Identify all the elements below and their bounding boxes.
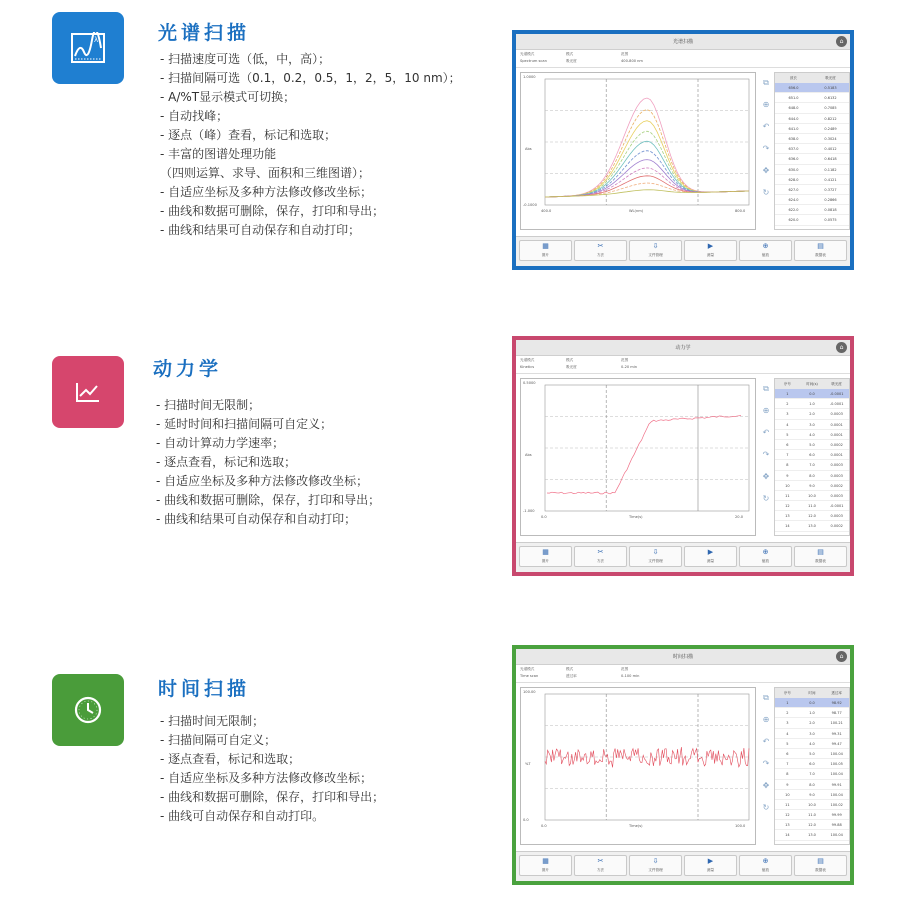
axis-label: 100.00: [523, 690, 536, 694]
table-cell: 12: [785, 813, 790, 818]
table-cell: 0.0003: [830, 473, 843, 478]
table-cell: -0.0001: [829, 392, 844, 396]
table-cell: 0.0002: [830, 524, 843, 529]
axis-label: -0.1000: [523, 203, 537, 207]
column-header: 时间(s): [806, 382, 818, 386]
feature-item: - 扫描间隔可自定义；: [160, 733, 277, 747]
window-title-text: 动力学: [675, 345, 691, 351]
table-cell: 7.0: [809, 772, 815, 777]
axis-label: 400.0: [541, 209, 552, 213]
feature-item: - 曲线和结果可自动保存和自动打印；: [156, 512, 357, 526]
table-cell: -0.0001: [829, 402, 844, 407]
table-cell: 9.0: [809, 792, 815, 797]
table-cell: 8: [786, 772, 789, 777]
table-cell: 644.0: [788, 116, 799, 121]
table-cell: 637.0: [788, 147, 799, 152]
column-header: 时间: [808, 691, 816, 695]
table-cell: 4: [786, 731, 789, 736]
table-row[interactable]: [775, 790, 849, 800]
table-icon: ▤: [817, 857, 824, 865]
copy-icon[interactable]: ⧉: [763, 384, 769, 393]
home-icon[interactable]: ⌂: [836, 342, 847, 353]
toolbar-button[interactable]: [794, 855, 847, 876]
table-cell: 7: [786, 762, 789, 767]
zoom-icon: ⊕: [762, 548, 769, 556]
table-icon: ▤: [817, 548, 824, 556]
move-icon[interactable]: ✥: [762, 781, 770, 790]
feature-item: - 扫描间隔可选（0.1，0.2，0.5，1，2，5，10 nm）；: [160, 71, 461, 85]
table-cell: 99.47: [831, 741, 842, 746]
feature-item: - 自动找峰；: [160, 109, 229, 123]
table-cell: 12.0: [808, 514, 816, 519]
table-cell: 2.0: [809, 721, 815, 726]
toolbar-button-label: 文件管理: [648, 253, 663, 257]
toolbar-button-label: 数据表: [815, 868, 826, 872]
table-cell: 641.0: [788, 126, 799, 131]
table-cell: 0.8212: [824, 116, 837, 121]
table-cell: 3: [786, 412, 789, 417]
table-cell: 6: [786, 751, 789, 756]
zoom-in-icon[interactable]: ⊕: [762, 100, 770, 109]
toolbar-button[interactable]: [629, 855, 682, 876]
reset-icon[interactable]: ↻: [762, 494, 770, 503]
table-cell: 13: [785, 823, 790, 828]
window-title-text: 时间扫描: [672, 654, 693, 660]
table-cell: 2: [786, 711, 789, 716]
table-cell: 100.21: [830, 721, 843, 726]
table-cell: 10: [785, 792, 790, 797]
move-icon[interactable]: ✥: [762, 472, 770, 481]
table-cell: 14: [785, 833, 790, 838]
plot-svg: [521, 688, 757, 846]
table-cell: 636.0: [788, 157, 799, 162]
info-text: 透过率: [566, 674, 577, 678]
table-cell: 0.0003: [830, 493, 843, 498]
column-header: 吸光度: [825, 76, 836, 80]
table-cell: 5.0: [809, 751, 815, 756]
table-cell: 0.2866: [824, 198, 837, 203]
table-cell: 0.3024: [824, 136, 837, 141]
table-row[interactable]: [775, 769, 849, 779]
table-cell: 6: [786, 442, 789, 447]
svg-text:λ: λ: [94, 36, 99, 44]
play-icon: ▶: [707, 242, 714, 250]
table-cell: 5: [786, 741, 789, 746]
column-header: 序号: [783, 382, 791, 386]
toolbar-button-label: 数据表: [815, 253, 826, 257]
side-toolbar: [758, 687, 774, 845]
table-cell: 100.05: [830, 762, 843, 767]
table-cell: 1.0: [809, 711, 815, 716]
feature-item: （四则运算、求导、面积和三维图谱）；: [160, 166, 371, 180]
table-cell: 3.0: [809, 731, 815, 736]
move-icon[interactable]: ✥: [762, 166, 770, 175]
table-cell: 638.0: [788, 136, 799, 141]
table-cell: 0.1182: [824, 167, 837, 172]
play-icon: ▶: [707, 857, 714, 865]
table-cell: 8.0: [809, 473, 815, 478]
feature-item: - 扫描时间无限制；: [156, 398, 261, 412]
table-cell: 4.0: [809, 432, 815, 437]
table-cell: 0.4121: [824, 177, 837, 182]
table-row[interactable]: [775, 708, 849, 718]
table-cell: 99.91: [831, 782, 842, 787]
info-text: 光谱模式: [520, 52, 535, 56]
table-cell: 624.0: [788, 198, 799, 203]
table-cell: 10: [785, 483, 790, 488]
info-text: 光谱模式: [520, 358, 535, 362]
home-icon[interactable]: ⌂: [836, 651, 847, 662]
zoom-icon: ⊕: [762, 242, 769, 250]
reset-icon[interactable]: ↻: [762, 188, 770, 197]
toolbar-button-label: 数据表: [815, 559, 826, 563]
table-row[interactable]: [775, 780, 849, 790]
table-cell: 622.0: [788, 208, 799, 213]
feature-item: - 曲线可自动保存和自动打印。: [160, 809, 325, 823]
toolbar-button-label: 图片: [541, 559, 550, 563]
toolbar-button-label: 方法: [596, 253, 605, 257]
table-cell: 100.04: [830, 751, 843, 756]
toolbar-button[interactable]: [574, 855, 627, 876]
info-text: Kinetics: [520, 365, 535, 369]
table-cell: 98.92: [831, 701, 842, 705]
table-cell: 98.77: [831, 711, 842, 716]
data-table[interactable]: [774, 687, 850, 845]
section-title: 动力学: [153, 358, 223, 380]
feature-item: - 延时时间和扫描间隔可自定义；: [156, 417, 333, 431]
axis-label: Abs: [525, 453, 532, 457]
play-icon: ▶: [707, 548, 714, 556]
table-cell: 11.0: [808, 813, 816, 818]
toolbar-button-label: 缩放: [761, 253, 770, 257]
toolbar-button-label: 测量: [706, 868, 715, 872]
table-cell: 11: [785, 493, 790, 498]
info-text: 范围: [621, 667, 629, 671]
zoom-icon: ⊕: [762, 857, 769, 865]
table-cell: 9.0: [809, 483, 815, 488]
info-text: 0-20 min: [621, 365, 638, 369]
toolbar-button[interactable]: [739, 855, 792, 876]
table-cell: 2.0: [809, 412, 815, 417]
axis-label: 1.0000: [523, 75, 536, 79]
feature-item: - A/%T显示模式可切换；: [160, 90, 296, 104]
toolbar-button[interactable]: [684, 855, 737, 876]
table-cell: 3.0: [809, 422, 815, 427]
axis-label: WL(nm): [629, 209, 644, 213]
toolbar-button-label: 方法: [596, 559, 605, 563]
column-header: 波长: [790, 76, 797, 80]
table-cell: 5: [786, 432, 789, 437]
axis-label: -1.000: [523, 509, 535, 513]
table-cell: 4: [786, 422, 789, 427]
table-row[interactable]: [775, 718, 849, 728]
grid-icon: ▦: [542, 242, 549, 250]
feature-item: - 曲线和结果可自动保存和自动打印；: [160, 223, 361, 237]
table-row[interactable]: [775, 739, 849, 749]
info-text: 范围: [621, 358, 629, 362]
table-cell: 100.04: [830, 792, 843, 797]
toolbar-button[interactable]: [519, 855, 572, 876]
table-row[interactable]: [775, 810, 849, 820]
copy-icon[interactable]: ⧉: [763, 78, 769, 87]
grid-icon: ▦: [542, 857, 549, 865]
table-cell: 0.0001: [830, 422, 843, 427]
table-cell: 7.0: [809, 463, 815, 468]
table-cell: 0.3727: [824, 187, 837, 192]
table-cell: 9: [786, 782, 789, 787]
toolbar-button-label: 图片: [541, 253, 550, 257]
axis-label: 800.0: [735, 209, 746, 213]
table-cell: 0.6418: [824, 157, 837, 162]
table-cell: 0.0003: [830, 463, 843, 468]
table-cell: 12.0: [808, 823, 816, 828]
table-row[interactable]: [775, 698, 849, 708]
feature-item: - 自适应坐标及多种方法修改修改坐标；: [160, 185, 373, 199]
toolbar-button-label: 缩放: [761, 868, 770, 872]
axis-label: Time(s): [629, 824, 643, 828]
tools-icon: ✂: [597, 548, 604, 556]
table-header: [775, 688, 849, 698]
info-text: 光谱模式: [520, 667, 535, 671]
column-header: 吸光度: [831, 382, 842, 386]
table-cell: 630.0: [788, 167, 799, 172]
axis-label: 0.5000: [523, 381, 536, 385]
axis-label: 0.0: [523, 818, 529, 822]
table-cell: 10.0: [808, 493, 816, 498]
info-text: 400-800 nm: [621, 59, 643, 63]
feature-item: - 曲线和数据可删除，保存，打印和导出；: [160, 204, 385, 218]
feature-item: - 逐点（峰）查看，标记和选取；: [160, 128, 337, 142]
table-cell: 13: [785, 514, 790, 519]
section-title: 光谱扫描: [158, 22, 251, 44]
table-cell: 0.0001: [830, 432, 843, 437]
grid-icon: ▦: [542, 548, 549, 556]
table-cell: 6.0: [809, 762, 815, 767]
table-cell: 620.0: [788, 218, 799, 223]
toolbar-button-label: 文件管理: [648, 868, 663, 872]
table-cell: 0.0575: [824, 218, 837, 223]
table-cell: 6.0: [809, 453, 815, 458]
axis-label: 0.0: [541, 824, 547, 828]
axis-label: 0.0: [541, 515, 547, 519]
toolbar-button-label: 测量: [706, 559, 715, 563]
feature-item: - 自适应坐标及多种方法修改修改坐标；: [156, 474, 369, 488]
axis-label: 100.0: [735, 824, 746, 828]
table-cell: 13.0: [808, 524, 816, 529]
table-cell: 0.0: [809, 392, 815, 396]
column-header: 序号: [783, 691, 791, 695]
table-cell: 1.0: [809, 402, 815, 407]
feature-item: - 自适应坐标及多种方法修改修改坐标；: [160, 771, 373, 785]
zoom-in-icon[interactable]: ⊕: [762, 406, 770, 415]
info-text: 0-100 min: [621, 674, 640, 678]
table-cell: 627.0: [788, 187, 799, 192]
plot-area[interactable]: [520, 687, 756, 845]
info-text: 模式: [566, 667, 574, 671]
feature-item: - 逐点查看，标记和选取；: [160, 752, 301, 766]
table-cell: 0.0818: [824, 208, 837, 213]
table-cell: 0.0003: [830, 514, 843, 519]
info-text: Time scan: [520, 674, 539, 678]
table-cell: 0.2489: [824, 126, 837, 131]
info-bar: [516, 665, 850, 683]
table-cell: 3: [786, 721, 789, 726]
window-title: [516, 649, 850, 665]
toolbar-button-label: 缩放: [761, 559, 770, 563]
reset-icon[interactable]: ↻: [762, 803, 770, 812]
table-row[interactable]: [775, 759, 849, 769]
table-row[interactable]: [775, 729, 849, 739]
info-text: Spectrum scan: [520, 59, 547, 63]
axis-label: %T: [525, 762, 531, 766]
table-cell: -0.0001: [829, 504, 844, 509]
table-row[interactable]: [775, 830, 849, 840]
clock-icon: [52, 674, 124, 746]
feature-item: - 扫描时间无限制；: [160, 714, 265, 728]
section-title: 时间扫描: [158, 678, 251, 700]
table-cell: 100.04: [830, 772, 843, 777]
info-text: 范围: [621, 52, 629, 56]
download-icon: ⇩: [652, 548, 659, 556]
axis-label: Abs: [525, 147, 532, 151]
table-cell: 1: [786, 392, 789, 396]
table-cell: 648.0: [788, 106, 799, 111]
table-cell: 99.99: [831, 813, 842, 818]
table-cell: 651.0: [788, 96, 799, 101]
table-cell: 0.0002: [830, 442, 843, 447]
axis-label: 20.0: [735, 515, 744, 519]
info-text: 模式: [566, 358, 574, 362]
axis-label: Time(s): [629, 515, 643, 519]
feature-item: - 扫描速度可选（低，中，高）；: [160, 52, 331, 66]
zoom-in-icon[interactable]: ⊕: [762, 715, 770, 724]
redo-icon[interactable]: ↷: [762, 450, 770, 459]
table-cell: 7: [786, 453, 789, 458]
screenshot-time-scan: [512, 645, 854, 885]
table-cell: 12: [785, 504, 790, 509]
column-header: 透过率: [831, 691, 842, 695]
table-cell: 0.0003: [830, 412, 843, 417]
feature-item: - 丰富的图谱处理功能: [160, 147, 277, 161]
copy-icon[interactable]: ⧉: [763, 693, 769, 702]
info-text: 吸光度: [566, 365, 577, 369]
table-row[interactable]: [775, 749, 849, 759]
table-cell: 14: [785, 524, 790, 529]
table-cell: 13.0: [808, 833, 816, 838]
feature-list: [160, 712, 384, 826]
home-icon[interactable]: ⌂: [836, 36, 847, 47]
table-cell: 0.0001: [830, 453, 843, 458]
tools-icon: ✂: [597, 242, 604, 250]
bottom-toolbar: [516, 851, 850, 881]
table-cell: 4.0: [809, 741, 815, 746]
table-cell: 100.04: [830, 833, 843, 838]
toolbar-button-label: 文件管理: [648, 559, 663, 563]
table-cell: 11.0: [808, 504, 816, 509]
feature-item: - 自动计算动力学速率；: [156, 436, 285, 450]
toolbar-button-label: 测量: [706, 253, 715, 257]
table-cell: 2: [786, 402, 789, 407]
table-cell: 1: [786, 701, 789, 705]
table-cell: 99.31: [831, 731, 842, 736]
table-cell: 0.6132: [824, 96, 837, 101]
toolbar-button-label: 图片: [541, 868, 550, 872]
table-cell: 11: [785, 802, 790, 807]
table-cell: 0.0002: [830, 483, 843, 488]
window-title-text: 光谱扫描: [672, 39, 693, 45]
feature-item: - 逐点查看，标记和选取；: [156, 455, 297, 469]
table-icon: ▤: [817, 242, 824, 250]
toolbar-button-label: 方法: [596, 868, 605, 872]
undo-icon[interactable]: ↶: [762, 737, 770, 746]
download-icon: ⇩: [652, 857, 659, 865]
undo-icon[interactable]: ↶: [762, 122, 770, 131]
table-cell: 0.0: [809, 701, 815, 705]
table-cell: 656.0: [788, 86, 799, 90]
table-cell: 99.88: [831, 823, 842, 828]
table-row[interactable]: [775, 800, 849, 810]
feature-item: - 曲线和数据可删除，保存，打印和导出；: [156, 493, 381, 507]
undo-icon[interactable]: ↶: [762, 428, 770, 437]
info-text: 吸光度: [566, 59, 577, 63]
table-cell: 8: [786, 463, 789, 468]
table-cell: 0.7085: [824, 106, 837, 111]
table-row[interactable]: [775, 820, 849, 830]
info-text: 模式: [566, 52, 574, 56]
table-cell: 10.0: [808, 802, 816, 807]
table-cell: 9: [786, 473, 789, 478]
table-cell: 8.0: [809, 782, 815, 787]
tools-icon: ✂: [597, 857, 604, 865]
table-cell: 5.0: [809, 442, 815, 447]
feature-item: - 曲线和数据可删除，保存，打印和导出；: [160, 790, 385, 804]
redo-icon[interactable]: ↷: [762, 759, 770, 768]
table-cell: 0.4012: [824, 147, 837, 152]
table-cell: 0.5183: [824, 86, 837, 90]
table-cell: 628.0: [788, 177, 799, 182]
redo-icon[interactable]: ↷: [762, 144, 770, 153]
download-icon: ⇩: [652, 242, 659, 250]
table-cell: 100.02: [830, 802, 843, 807]
